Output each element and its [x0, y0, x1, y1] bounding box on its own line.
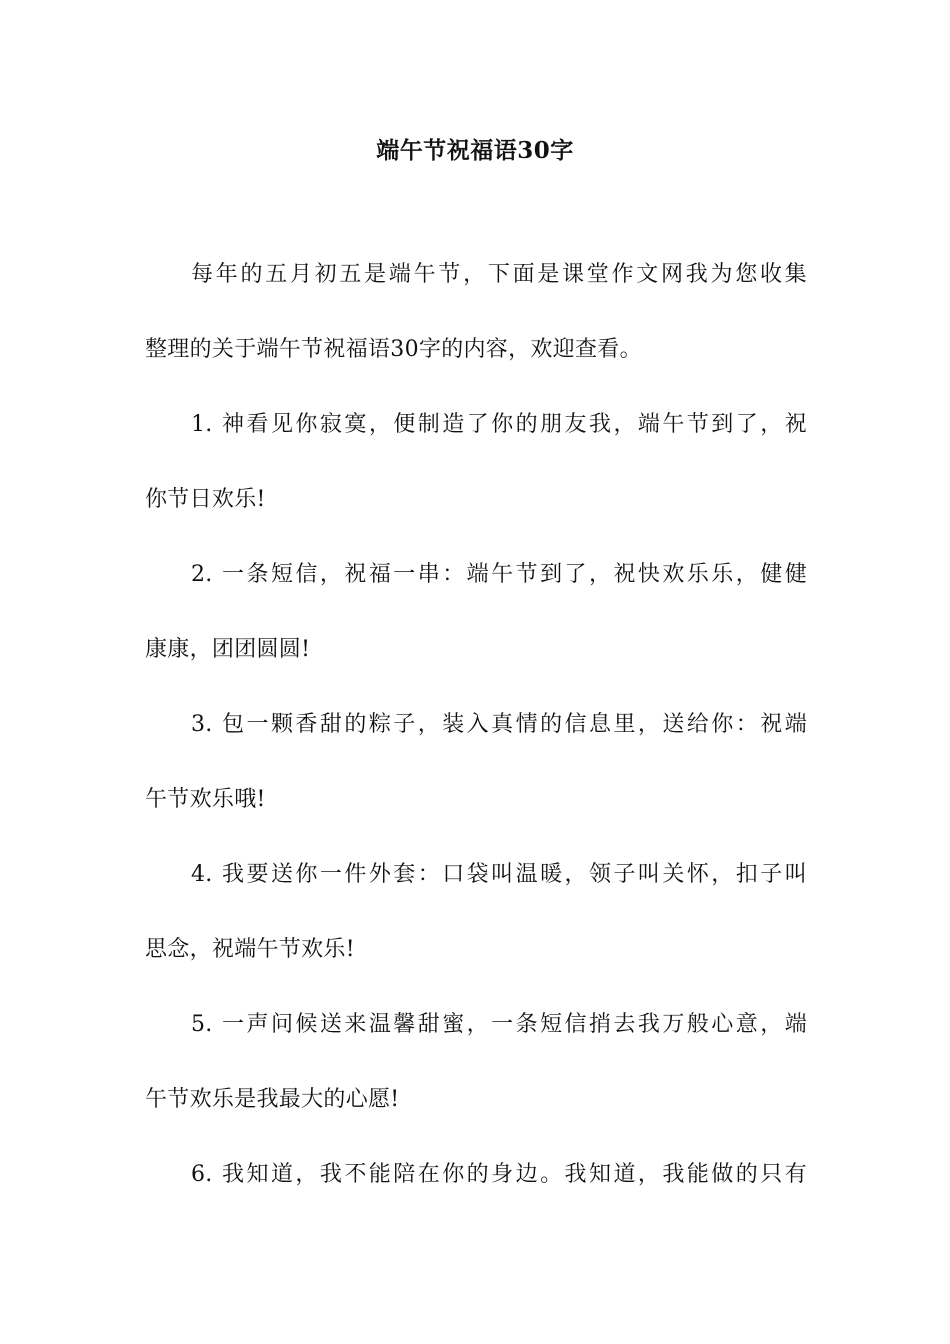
paragraph-line: 思念，祝端午节欢乐! [145, 937, 355, 962]
paragraph-line: 整理的关于端午节祝福语30字的内容，欢迎查看。 [145, 337, 642, 362]
paragraph-line: 6. 我知道，我不能陪在你的身边。我知道，我能做的只有 [191, 1162, 807, 1187]
paragraph-line: 2. 一条短信，祝福一串：端午节到了，祝快欢乐乐，健健 [191, 562, 807, 587]
document-title: 端午节祝福语30字 [376, 137, 574, 164]
paragraph-line: 午节欢乐是我最大的心愿! [145, 1087, 400, 1112]
paragraph-line: 你节日欢乐! [145, 487, 266, 512]
paragraph-line: 5. 一声问候送来温馨甜蜜，一条短信捎去我万般心意，端 [191, 1012, 807, 1037]
paragraph-line: 午节欢乐哦! [145, 787, 266, 812]
paragraph-line: 3. 包一颗香甜的粽子，装入真情的信息里，送给你：祝端 [191, 712, 807, 737]
paragraph-line: 康康，团团圆圆! [145, 637, 311, 662]
paragraph-line: 每年的五月初五是端午节，下面是课堂作文网我为您收集 [191, 262, 807, 287]
paragraph-line: 4. 我要送你一件外套：口袋叫温暖，领子叫关怀，扣子叫 [191, 862, 807, 887]
paragraph-line: 1. 神看见你寂寞，便制造了你的朋友我，端午节到了，祝 [191, 412, 807, 437]
